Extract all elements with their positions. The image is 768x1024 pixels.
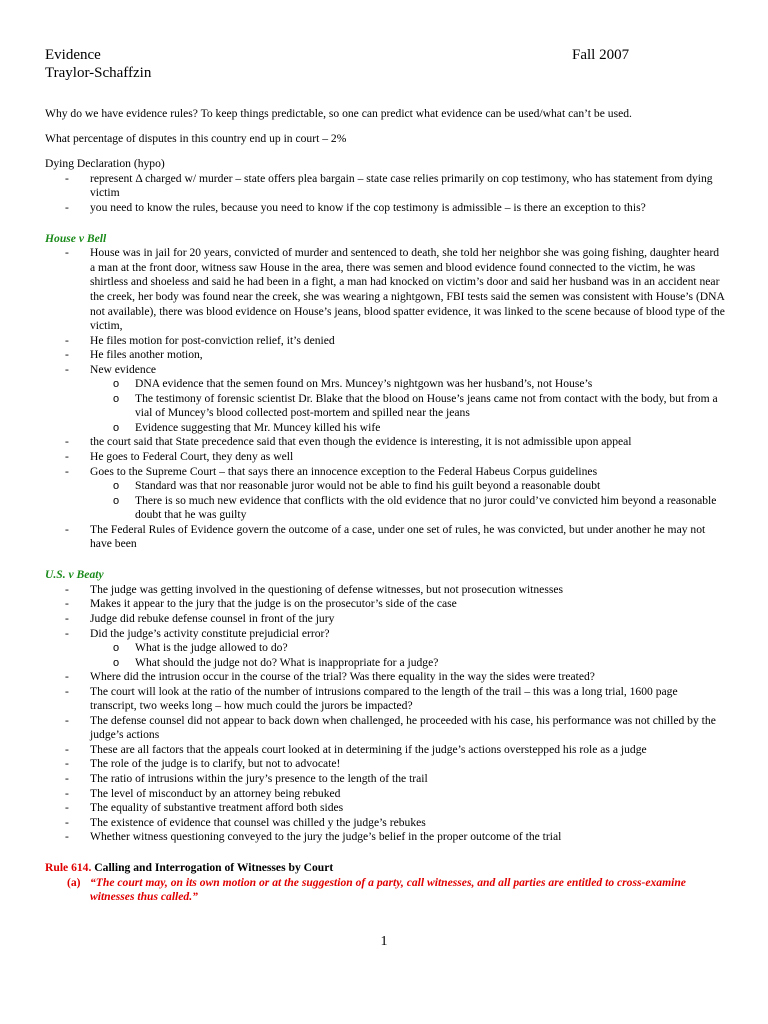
term-label: Fall 2007 (572, 47, 630, 63)
course-title: Evidence (45, 47, 101, 63)
sub-list-item: o What is the judge allowed to do? (113, 641, 288, 655)
list-item: - Makes it appear to the jury that the judge is on the prosecutor’s side of the case (65, 597, 457, 611)
rule-614-subsection-a: (a) “The court may, on its own motion or at the suggestion of a party, call witnesses, and all parties are entitled to cross-examine witnesses thus called.” (67, 875, 686, 904)
list-item: - Where did the intrusion occur in the course of the trial? Was there equality in the way the sides were treated? (65, 670, 595, 684)
sub-list-item: o Evidence suggesting that Mr. Muncey killed his wife (113, 420, 381, 434)
sub-list-item: o There is so much new evidence that conflicts with the old evidence that no juror could’ve convicted him beyond a reasonable doubt that he was guilty (113, 493, 717, 522)
list-item: - The Federal Rules of Evidence govern the outcome of a case, under one set of rules, he was convicted, but under another he may not have been (65, 522, 706, 551)
list-item: - The defense counsel did not appear to back down when challenged, he proceeded with his case, his performance was not chilled by the judge’s actions (65, 713, 716, 742)
list-item: - represent Δ charged w/ murder – state offers plea bargain – state case relies primarily on cop testimony, who has statement from dying victim (65, 171, 713, 200)
list-item: - He files motion for post-conviction relief, it’s denied (65, 333, 335, 347)
professor-name: Traylor-Schaffzin (45, 65, 152, 81)
page-number: 1 (380, 934, 388, 949)
list-item: - The level of misconduct by an attorney being rebuked (65, 786, 341, 800)
list-item: - The court will look at the ratio of the number of intrusions compared to the length of the trail – this was a long trial, 1600 page transcript, two weeks long – how much could the jurors be impacted? (65, 684, 678, 713)
list-item: - you need to know the rules, because you need to know if the cop testimony is admissible – is there an exception to this? (65, 200, 646, 214)
list-item: - These are all factors that the appeals court looked at in determining if the judge’s actions overstepped his role as a judge (65, 742, 647, 756)
list-item: - The role of the judge is to clarify, but not to advocate! (65, 757, 341, 771)
rule-number: Rule 614. (45, 861, 92, 875)
list-item: - Whether witness questioning conveyed to the jury the judge’s belief in the proper outcome of the trial (65, 830, 562, 844)
notes-body (45, 107, 725, 905)
list-item: - The equality of substantive treatment afford both sides (65, 801, 344, 815)
case-title-us-v-beaty: U.S. v Beaty (45, 568, 104, 582)
rule-title: Calling and Interrogation of Witnesses by Court (91, 861, 334, 875)
list-item: - Goes to the Supreme Court – that says there an innocence exception to the Federal Habeus Corpus guidelines (65, 464, 598, 478)
list-item: - The existence of evidence that counsel was chilled y the judge’s rebukes (65, 815, 426, 829)
dying-declaration-title: Dying Declaration (hypo) (45, 157, 165, 171)
list-item: - Judge did rebuke defense counsel in front of the jury (65, 611, 335, 625)
list-item: - The judge was getting involved in the questioning of defense witnesses, but not prosecution witnesses (65, 582, 564, 596)
list-item: - the court said that State precedence said that even though the evidence is interesting, it is not admissible upon appeal (65, 435, 632, 449)
intro-question-1: Why do we have evidence rules? To keep things predictable, so one can predict what evidence can be used/what can’t be used. (45, 107, 632, 120)
sub-list-item: o DNA evidence that the semen found on Mrs. Muncey’s nightgown was her husband’s, not House’s (113, 377, 593, 391)
rule-614-heading (45, 861, 725, 876)
sub-list-item: o What should the judge not do? What is inappropriate for a judge? (113, 655, 439, 669)
sub-list-item: o The testimony of forensic scientist Dr. Blake that the blood on House’s jeans came not from contact with the body, but from a vial of Muncey’s blood collected post-mortem and spilled near the jeans (113, 391, 718, 420)
list-item: - New evidence (65, 362, 156, 376)
sub-list-item: o Standard was that nor reasonable juror would not be able to find his guilt beyond a reasonable doubt (113, 479, 601, 493)
case-title-house-v-bell: House v Bell (45, 231, 107, 245)
list-item: - He files another motion, (65, 348, 203, 362)
intro-question-2: What percentage of disputes in this country end up in court – 2% (45, 132, 347, 146)
list-item: - The ratio of intrusions within the jury’s presence to the length of the trail (65, 771, 428, 785)
list-item: - Did the judge’s activity constitute prejudicial error? (65, 626, 330, 640)
list-item: - House was in jail for 20 years, convicted of murder and sentenced to death, she told her neighbor she was going fishing, daughter heard a man at the front door, witness saw House in the area, there was semen and blood evidence found connected to the victim, he was shirtless and shoeless and said he had been in a fight, a man had knocked on victim’s door and said her husband was in an accident near the creek, her body was found near the creek, she was wearing a nightgown, FBI tests said the semen was consistent with House’s (DNA not available), there was blood evidence on House’s jeans, blood spatter evidence, it was linked to the scene because of blood type of the victim, (65, 246, 725, 333)
list-item: - He goes to Federal Court, they deny as well (65, 449, 294, 463)
